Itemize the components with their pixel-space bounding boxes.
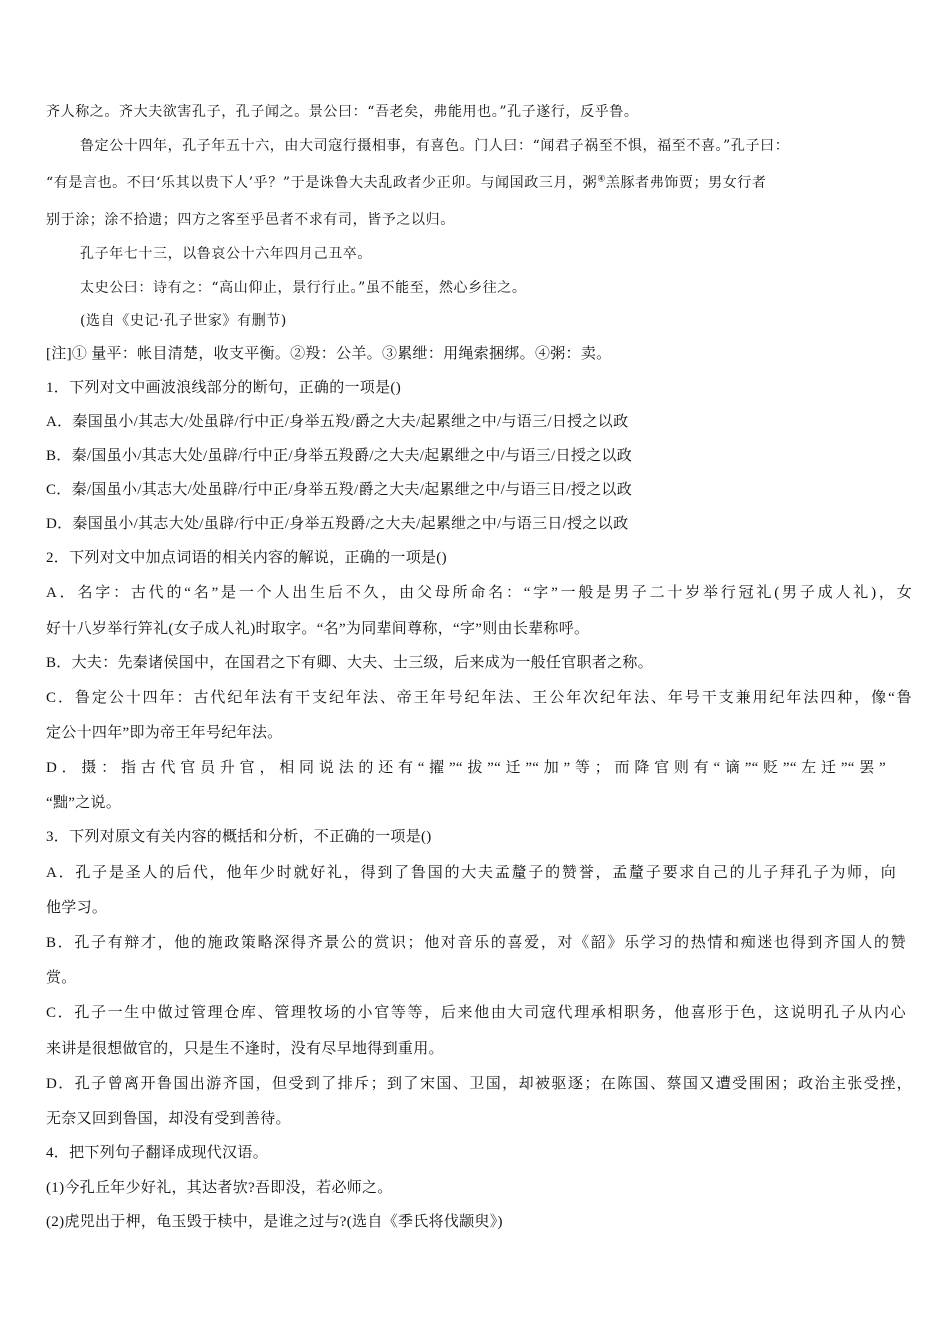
footnote-marker: ④ [597,174,606,185]
question-1-option-a: A．秦国虽小/其志大/处虽辟/行中正/身举五羖/爵之大夫/起累绁之中/与语三/日授之以政 [46,414,629,430]
passage-paragraph-line: 孔子年七十三，以鲁哀公十六年四月己丑卒。 [80,246,372,262]
question-2-option-c: C．鲁定公十四年：古代纪年法有干支纪年法、帝王年号纪年法、王公年次纪年法、年号干支兼用纪年法四种，像“鲁 [46,690,912,706]
question-3-option-b: B．孔子有辩才，他的施政策略深得齐景公的赏识；他对音乐的喜爱，对《韶》乐学习的热情和痴迷也得到齐国人的赞 [46,935,906,951]
question-2-option-a-cont: 好十八岁举行笄礼(女子成人礼)时取字。“名”为同辈间尊称，“字”则由长辈称呼。 [46,621,590,637]
question-3-option-c-cont: 来讲是很想做官的，只是生不逢时，没有尽早地得到重用。 [46,1041,444,1057]
question-4-sentence-2: (2)虎兕出于柙，龟玉毁于椟中，是谁之过与?(选自《季氏将伐颛臾》) [46,1214,503,1230]
question-1-option-d: D．秦国虽小/其志大处/虽辟/行中正/身举五羖爵/之大夫/起累绁之中/与语三日/授之以政 [46,516,629,532]
question-3-option-d-cont: 无奈又回到鲁国，却没有受到善待。 [46,1111,291,1127]
passage-line: 别于涂；涂不拾遗；四方之客至乎邑者不求有司，皆予之以归。 [46,212,455,228]
question-3-option-a-cont: 他学习。 [46,900,108,916]
passage-text: 羔豚者弗饰贾；男女行者 [605,175,767,191]
question-3-option-a: A．孔子是圣人的后代，他年少时就好礼，得到了鲁国的大夫孟釐子的赞誉，孟釐子要求自己的儿子拜孔子为师，向 [46,865,896,881]
passage-text: “有是言也。不曰‘乐其以贵下人’乎？”于是诛鲁大夫乱政者少正卯。与闻国政三月，粥 [46,175,598,191]
passage-paragraph-line: 鲁定公十四年，孔子年五十六，由大司寇行摄相事，有喜色。门人曰：“闻君子祸至不惧，福至不喜。”孔子曰： [80,138,790,154]
question-2-option-d: D．摄：指古代官员升官，相同说法的还有“擢”“拔”“迁”“加”等；而降官则有“谪”“贬”“左迁”“罢” [46,760,886,776]
passage-line [46,173,912,193]
question-1-stem: 1．下列对文中画波浪线部分的断句，正确的一项是() [46,380,401,396]
question-1-option-c: C．秦/国虽小/其志大/处虽辟/行中正/身举五羖/爵之大夫/起累绁之中/与语三日/授之以政 [46,482,633,498]
question-2-option-c-cont: 定公十四年”即为帝王年号纪年法。 [46,725,283,741]
question-2-option-a: A．名字：古代的“名”是一个人出生后不久，由父母所命名：“字”一般是男子二十岁举行冠礼(男子成人礼)，女 [46,585,912,601]
question-4-sentence-1: (1)今孔丘年少好礼，其达者欤?吾即没，若必师之。 [46,1180,393,1196]
question-4-stem: 4．把下列句子翻译成现代汉语。 [46,1145,269,1161]
passage-paragraph-line: 太史公曰：诗有之：“高山仰止，景行行止。”虽不能至，然心乡往之。 [80,280,527,296]
annotation-notes: [注]① 量平：帐目清楚，收支平衡。②羖：公羊。③累绁：用绳索捆绑。④粥：卖。 [46,346,612,362]
passage-line: 齐人称之。齐大夫欲害孔子，孔子闻之。景公曰：“吾老矣，弗能用也。”孔子遂行，反乎鲁。 [46,104,639,120]
question-2-option-d-cont: “黜”之说。 [46,795,122,811]
question-2-stem: 2．下列对文中加点词语的相关内容的解说，正确的一项是() [46,550,447,566]
question-3-stem: 3．下列对原文有关内容的概括和分析，不正确的一项是() [46,829,432,845]
passage-source: (选自《史记·孔子世家》有删节) [80,313,287,329]
question-3-option-c: C．孔子一生中做过管理仓库、管理牧场的小官等等，后来他由大司寇代理承相职务，他喜形于色，这说明孔子从内心 [46,1005,906,1021]
question-1-option-b: B．秦/国虽小/其志大处/虽辟/行中正/身举五羖爵/之大夫/起累绁之中/与语三/日授之以政 [46,448,633,464]
question-3-option-b-cont: 赏。 [46,970,77,986]
question-2-option-b: B．大夫：先秦诸侯国中，在国君之下有卿、大夫、士三级，后来成为一般任官职者之称。 [46,655,654,671]
question-3-option-d: D．孔子曾离开鲁国出游齐国，但受到了排斥；到了宋国、卫国，却被驱逐；在陈国、蔡国又遭受围困；政治主张受挫， [46,1076,912,1092]
